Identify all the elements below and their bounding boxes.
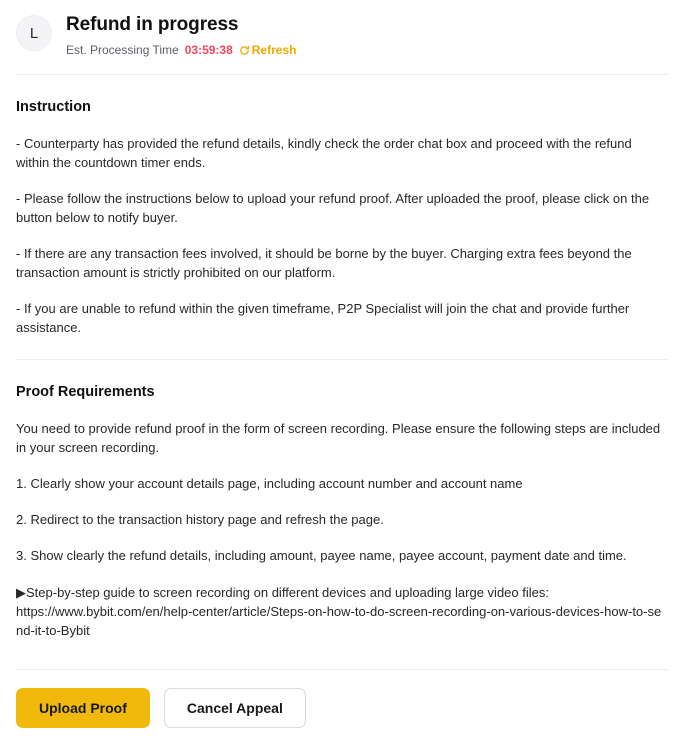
upload-proof-button[interactable]: Upload Proof (16, 688, 150, 728)
instruction-item: - Please follow the instructions below to upload your refund proof. After uploaded the proof, please click on the button below to notify buyer. (16, 191, 650, 225)
guide-text: ▶Step-by-step guide to screen recording on different devices and uploading large video files: (16, 585, 549, 600)
content-area (0, 75, 684, 669)
page-title: Refund in progress (66, 14, 239, 35)
section-divider (16, 359, 668, 360)
processing-time-label: Est. Processing Time (66, 43, 179, 57)
avatar: L (16, 15, 52, 51)
proof-step: 1. Clearly show your account details page, including account number and account name (16, 476, 523, 491)
action-footer (0, 670, 684, 750)
instruction-item: - Counterparty has provided the refund details, kindly check the order chat box and proceed with the refund within the countdown timer ends. (16, 136, 632, 170)
proof-step: 3. Show clearly the refund details, including amount, payee name, payee account, payment date and time. (16, 548, 627, 563)
proof-intro: You need to provide refund proof in the form of screen recording. Please ensure the following steps are included in your screen recording. (16, 421, 661, 455)
instruction-item: - If there are any transaction fees involved, it should be borne by the buyer. Charging extra fees beyond the transaction amount is strictly prohibited on our platform. (16, 246, 632, 280)
refresh-icon (239, 45, 250, 56)
guide-url[interactable]: https://www.bybit.com/en/help-center/article/Steps-on-how-to-do-screen-recording-on-various-devices-how-to-send-it-to-Bybit (16, 604, 662, 638)
proof-step: 2. Redirect to the transaction history page and refresh the page. (16, 512, 384, 527)
instruction-heading: Instruction (16, 99, 91, 115)
proof-requirements-heading: Proof Requirements (16, 384, 155, 400)
refresh-label: Refresh (251, 43, 297, 57)
instruction-item: - If you are unable to refund within the given timeframe, P2P Specialist will join the chat and provide further assistance. (16, 301, 630, 335)
countdown-timer: 03:59:38 (184, 43, 233, 57)
processing-time-row (66, 42, 296, 58)
header-text-block (66, 12, 296, 58)
refresh-button[interactable] (239, 42, 297, 58)
guide-block (16, 583, 668, 640)
cancel-appeal-button[interactable]: Cancel Appeal (164, 688, 306, 728)
order-status-header (0, 0, 684, 74)
